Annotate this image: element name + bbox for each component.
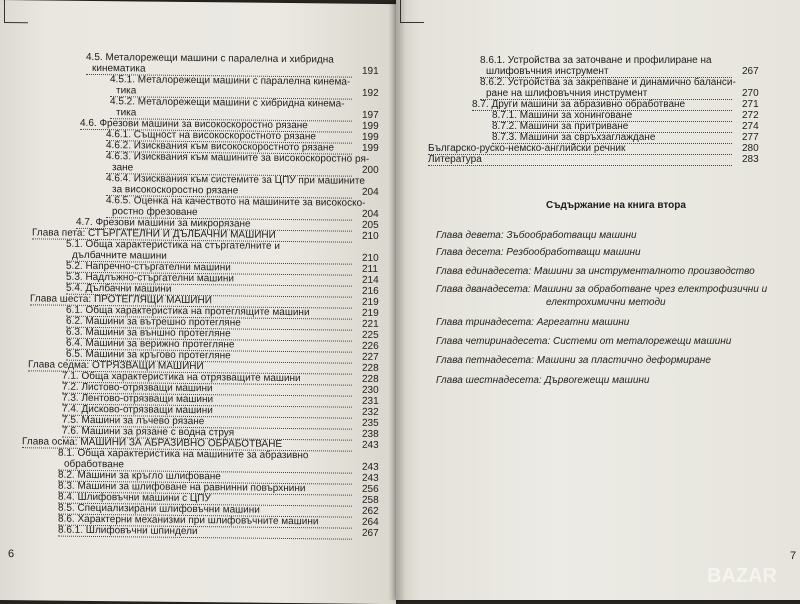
toc-page-number: 204 [362, 186, 379, 198]
toc-page-number: 235 [362, 417, 379, 429]
toc-entry-line: обработване [64, 458, 124, 471]
toc-entry-line: 8.6. Характерни механизми при шлифовъчните машини [58, 513, 319, 528]
toc-entry-line: 4.5.1. Металорежещи машини с паралелна кинема- [110, 74, 351, 88]
left-page-bracket [4, 22, 28, 23]
toc-page-number: 256 [362, 483, 379, 495]
book-gutter [388, 0, 406, 600]
toc-page-number: 191 [362, 65, 379, 77]
toc-entry-line: 4.5.2. Металорежещи машини с хибридна кинема- [110, 96, 345, 110]
toc-entry-line: 4.6.2. Изисквания към високоскоростното рязане [106, 140, 335, 154]
toc-page-number: 200 [362, 164, 379, 176]
toc-leader-dots [428, 165, 732, 166]
toc-page-number: 204 [362, 208, 379, 220]
toc-entry-line: кинематика [92, 62, 146, 75]
toc-entry-line: 5.4. Дълбачни машини [66, 282, 172, 295]
toc-entry-line: 5.1. Обща характеристика на стъргателните и [66, 238, 280, 252]
toc-page-number: 197 [362, 109, 379, 121]
toc-page-number: 243 [362, 439, 379, 451]
toc-entry-line: 7.6. Машини за рязане с водна струя [62, 425, 235, 439]
toc-entry-line: 5.3. Надлъжно-стъргателни машини [66, 271, 234, 285]
page-number-right: 7 [790, 550, 797, 562]
watermark-text: BAZAR [707, 565, 777, 587]
toc-entry-line: 6.3. Машини за външно протегляне [66, 326, 231, 340]
toc-page-number: 227 [362, 351, 379, 363]
toc-entry-line: тика [116, 107, 137, 119]
bazar-watermark-logo [694, 558, 790, 592]
toc-entry-line: Българско-руско-немско-английски речник [428, 143, 626, 154]
toc-page-number: 232 [362, 406, 379, 418]
toc-entry-line: 8.4. Шлифовъчни машини с ЦПУ [58, 491, 211, 505]
toc-page-number: 267 [362, 527, 379, 539]
toc-page-number: 270 [742, 88, 759, 99]
toc-page-number: 211 [362, 263, 378, 275]
toc-entry-line: 4.6.4. Изисквания към системите за ЦПУ при машините [106, 173, 365, 187]
toc-page-number: 243 [362, 472, 379, 484]
toc-entry-line: 8.7.2. Машини за притриване [492, 121, 629, 132]
left-page-bracket [4, 0, 5, 22]
toc-entry-line: Глава шеста: ПРОТЕГЛЯЩИ МАШИНИ [30, 293, 212, 307]
toc-entry-line: дълбачните машини [72, 249, 167, 262]
book-two-chapter: електрохимични методи [546, 297, 666, 308]
toc-entry-line: 8.2. Машини за кръгло шлифоване [58, 469, 221, 483]
toc-entry-line: Глава осма: МАШИНИ ЗА АБРАЗИВНО ОБРАБОТВАНЕ [22, 436, 283, 450]
toc-page-number: 271 [742, 99, 759, 110]
toc-entry-line: 7.2. Листово-отрязващи машини [62, 381, 213, 395]
toc-entry-line: тика [116, 85, 137, 97]
toc-entry-line: 8.3. Машини за шлифоване на равнинни повърхнини [58, 480, 306, 495]
book-two-chapter: Глава четиринадесета: Системи от металорежещи машини [436, 336, 732, 347]
toc-entry-line: 8.6.1. Шлифовъчни шпиндели [58, 524, 198, 538]
toc-page-number: 238 [362, 428, 379, 440]
toc-page-number: 226 [362, 340, 379, 352]
toc-page-number: 230 [362, 384, 379, 396]
toc-page-number: 199 [362, 142, 379, 154]
toc-entry-line: шлифовъчния инструмент [486, 66, 609, 77]
toc-page-number: 214 [362, 274, 379, 286]
toc-page-number: 272 [742, 110, 759, 121]
book-two-chapter: Глава петнадесета: Машини за пластично деформиране [436, 355, 711, 366]
toc-entry-line: 6.5. Машини за кръгово протегляне [66, 348, 231, 362]
toc-page-number: 210 [362, 230, 379, 242]
left-page [0, 0, 396, 604]
toc-entry-line: ростно фрезоване [112, 206, 198, 219]
toc-entry-line: 8.7. Други машини за абразивно обработване [472, 99, 686, 110]
toc-entry-line: 8.7.1. Машини за хонинговане [492, 110, 633, 121]
toc-page-number: 199 [362, 120, 379, 132]
toc-entry-line: 4.5. Металорежещи машини с паралелна и хибридна [86, 51, 334, 66]
toc-page-number: 277 [742, 132, 759, 143]
book-two-chapter: Глава дванадесета: Машини за обработване чрез електрофизични и [436, 284, 768, 295]
toc-page-number: 192 [362, 87, 379, 99]
book-two-chapter: Глава шестнадесета: Дървorежещи машини [436, 375, 650, 386]
toc-entry-line: за високоскоростно рязане [112, 184, 239, 197]
toc-entry-line: 8.7.3. Машини за свръхзаглаждане [492, 132, 656, 143]
toc-entry-line: 4.6. Фрезови машини за високоскоростно рязане [80, 117, 308, 132]
book-two-heading: Съдържание на книга втора [546, 200, 686, 211]
toc-page-number: 228 [362, 362, 379, 374]
toc-page-number: 205 [362, 219, 379, 231]
toc-entry-line: 5.2. Напречно-стъргателни машини [66, 260, 231, 274]
toc-page-number: 221 [362, 318, 379, 330]
book-two-chapter: Глава тринадесета: Агрегатни машини [436, 317, 630, 328]
toc-page-number: 219 [362, 307, 379, 319]
toc-page-number: 243 [362, 461, 379, 473]
toc-entry-line: Глава седма: ОТРЯЗВАЩИ МАШИНИ [28, 359, 204, 373]
toc-page-number: 262 [362, 505, 379, 517]
toc-entry-line: 7.4. Дисково-отрязващи машини [62, 403, 213, 417]
toc-entry-line: 8.1. Обща характеристика на машините за абразивно [58, 447, 309, 462]
toc-entry-line: 8.6.2. Устройства за закрепване и динамично баланси- [480, 77, 736, 88]
toc-entry-line: 7.5. Машини за лъчево рязане [62, 414, 205, 428]
toc-entry-line: 8.5. Специализирани шлифовъчни машини [58, 502, 260, 516]
toc-entry-line: 4.6.5. Оценка на качеството на машините за високоско- [106, 195, 366, 209]
toc-entry-line: 7.1. Обща характеристика на отрязващите машини [62, 370, 301, 385]
toc-entry-line: зане [112, 162, 134, 174]
toc-page-number: 280 [742, 143, 759, 154]
book-two-chapter: Глава десета: Резбообработващи машини [436, 247, 641, 258]
toc-page-number: 210 [362, 252, 379, 264]
toc-page-number: 264 [362, 516, 379, 528]
toc-page-number: 216 [362, 285, 379, 297]
toc-entry-line: 4.7. Фрезови машини за микрорязане [76, 216, 251, 230]
toc-page-number: 199 [362, 131, 379, 143]
toc-page-number: 225 [362, 329, 379, 341]
toc-entry-line: 8.6.1. Устройства за заточване и профилиране на [480, 55, 712, 66]
toc-page-number: 228 [362, 373, 379, 385]
toc-entry-line: 6.2. Машини за вътрешно протегляне [66, 315, 241, 329]
toc-page-number: 283 [742, 154, 759, 165]
toc-entry-line: 7.3. Лентово-отрязващи машини [62, 392, 214, 406]
toc-entry-line: ране на шлифовъчния инструмент [486, 88, 648, 99]
toc-page-number: 219 [362, 296, 379, 308]
toc-page-number: 267 [742, 66, 759, 77]
book-two-chapter: Глава девета: Зъбообработващи машини [436, 230, 637, 241]
toc-entry-line: 4.6.1. Същност на високоскоростното рязане [106, 129, 316, 143]
toc-entry-line: Литература [428, 154, 482, 165]
toc-entry-line: Глава пета: СТЪРГАТЕЛНИ И ДЪЛБАЧНИ МАШИНИ [32, 227, 276, 241]
toc-list-left [0, 0, 396, 539]
toc-entry-line: 6.4. Машини за верижно протегляне [66, 337, 235, 351]
toc-entry-line: 6.1. Обща характеристика на протеглящите машини [66, 304, 310, 319]
toc-page-number: 258 [362, 494, 379, 506]
book-two-chapter: Глава единадесета: Машини за инструменталното производство [436, 266, 755, 277]
toc-leader-dots [58, 536, 352, 540]
page-number-left: 6 [8, 548, 15, 561]
toc-page-number: 231 [362, 395, 379, 407]
toc-entry-line: 4.6.3. Изисквания към машините за високоскоростно ря- [106, 151, 370, 165]
toc-page-number: 274 [742, 121, 759, 132]
